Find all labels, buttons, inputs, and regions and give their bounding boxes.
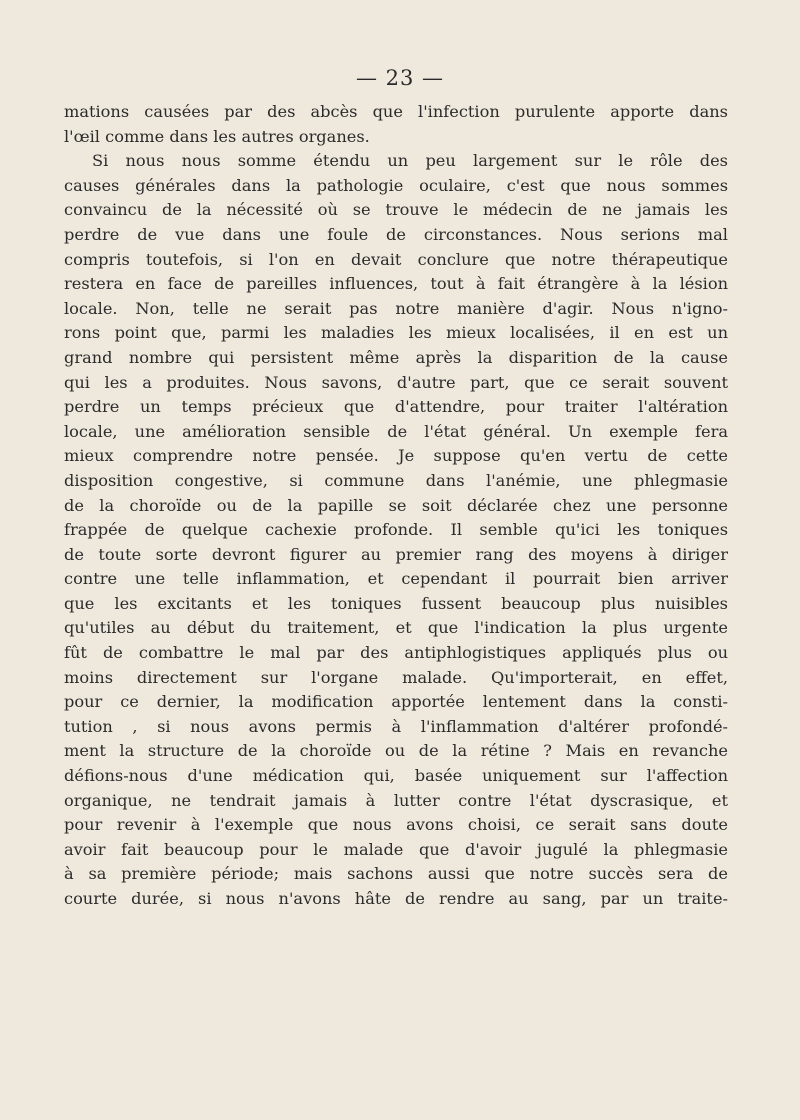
page-number: — 23 — [355, 66, 445, 90]
paragraph-start-line: Si nous nous somme étendu un peu largement sur le rôle des [92, 151, 728, 171]
text-line: compris toutefois, si l'on en devait conclure que notre thérapeutique [64, 249, 728, 269]
body-text [64, 100, 728, 912]
text-line: défions-nous d'une médication qui, basée uniquement sur l'affection [64, 766, 728, 786]
text-line: organique, ne tendrait jamais à lutter contre l'état dyscrasique, et [64, 790, 728, 810]
text-line: pour revenir à l'exemple que nous avons choisi, ce serait sans doute [64, 815, 728, 835]
text-line: causes générales dans la pathologie oculaire, c'est que nous sommes [64, 175, 728, 195]
text-line: à sa première période; mais sachons aussi que notre succès sera de [64, 864, 728, 884]
text-line: moins directement sur l'organe malade. Qu'importerait, en effet, [64, 667, 728, 687]
text-line: avoir fait beaucoup pour le malade que d'avoir jugulé la phlegmasie [64, 839, 728, 859]
text-line: ment la structure de la choroïde ou de la rétine ? Mais en revanche [64, 741, 728, 761]
text-line: mieux comprendre notre pensée. Je suppose qu'en vertu de cette [64, 446, 728, 466]
text-line: rons point que, parmi les maladies les mieux localisées, il en est un [64, 323, 728, 343]
text-line: fût de combattre le mal par des antiphlogistiques appliqués plus ou [64, 643, 728, 663]
text-line: que les excitants et les toniques fussent beaucoup plus nuisibles [64, 593, 728, 613]
text-line: de toute sorte devront figurer au premier rang des moyens à diriger [64, 544, 728, 564]
text-line: mations causées par des abcès que l'infection purulente apporte dans [64, 102, 728, 121]
text-line: l'œil comme dans les autres organes. [64, 126, 370, 146]
text-line: tution , si nous avons permis à l'inflammation d'altérer profondé- [64, 716, 728, 736]
text-line: contre une telle inflammation, et cependant il pourrait bien arriver [64, 569, 728, 589]
text-line: de la choroïde ou de la papille se soit déclarée chez une personne [64, 495, 728, 515]
text-line: perdre de vue dans une foule de circonstances. Nous serions mal [64, 224, 728, 244]
text-line: convaincu de la nécessité où se trouve le médecin de ne jamais les [64, 200, 728, 220]
text-line: restera en face de pareilles influences, tout à fait étrangère à la lésion [64, 274, 728, 294]
text-line: qui les a produites. Nous savons, d'autre part, que ce serait souvent [64, 372, 728, 392]
text-line: perdre un temps précieux que d'attendre, pour traiter l'altération [64, 397, 728, 417]
text-line: grand nombre qui persistent même après la disparition de la cause [64, 347, 728, 367]
text-line: frappée de quelque cachexie profonde. Il semble qu'ici les toniques [64, 520, 728, 540]
text-line: pour ce dernier, la modification apportée lentement dans la consti- [64, 692, 728, 712]
text-line: locale, une amélioration sensible de l'état général. Un exemple fera [64, 421, 728, 441]
text-line: qu'utiles au début du traitement, et que l'indication la plus urgente [64, 618, 728, 638]
text-line: locale. Non, telle ne serait pas notre manière d'agir. Nous n'igno- [64, 298, 728, 318]
text-line: courte durée, si nous n'avons hâte de rendre au sang, par un traite- [64, 889, 728, 908]
text-line: disposition congestive, si commune dans l'anémie, une phlegmasie [64, 470, 728, 490]
